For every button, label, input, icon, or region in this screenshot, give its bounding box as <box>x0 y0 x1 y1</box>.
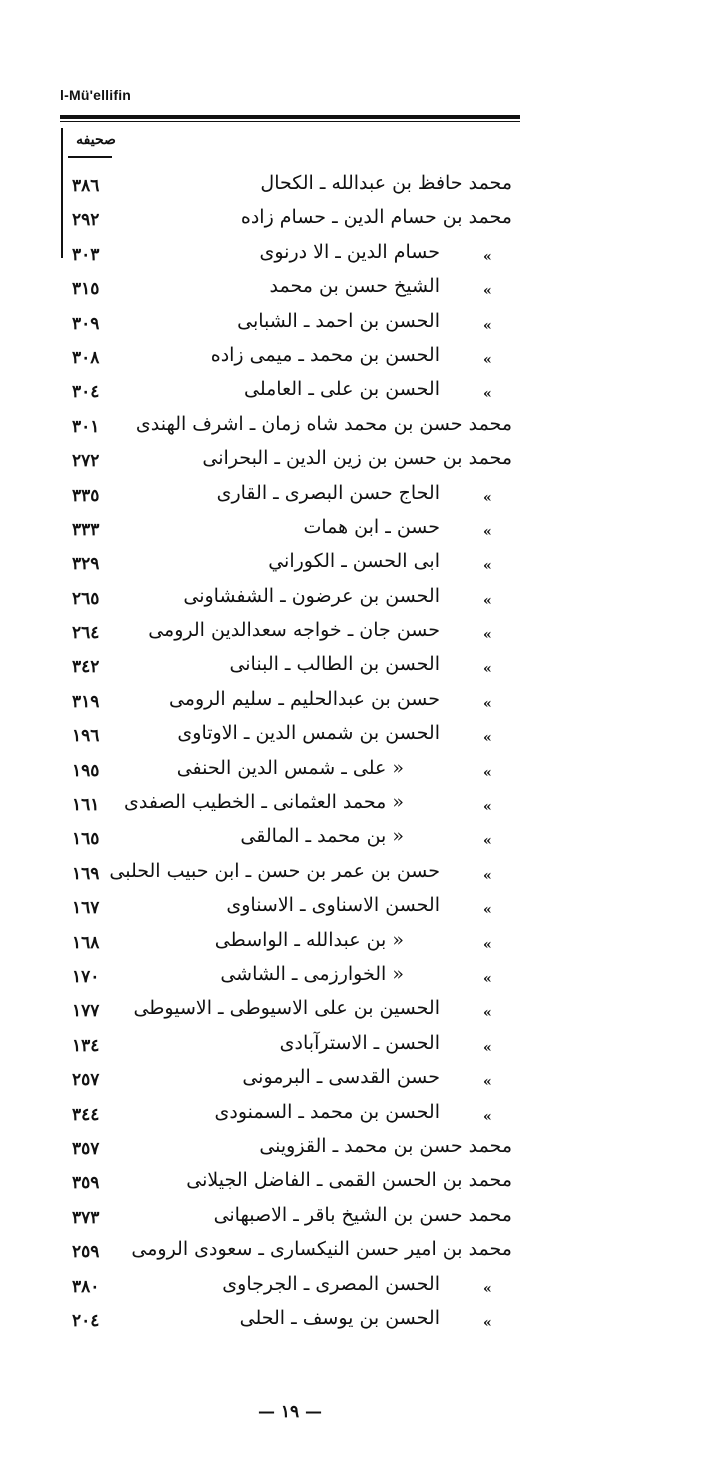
index-row <box>0 413 703 447</box>
ditto-mark: « <box>483 1074 492 1091</box>
ditto-mark: « <box>483 799 492 816</box>
entry-page-number: ١٦٥ <box>72 829 100 850</box>
index-row <box>0 1169 703 1203</box>
ditto-mark: « <box>483 627 492 644</box>
entry-page-number: ٢٧٢ <box>72 451 100 472</box>
entry-text: محمد بن امير حسن النيكسارى ـ سعودى الرومى <box>131 1238 512 1261</box>
entry-text: الحسن بن شمس الدين ـ الاوتاوى <box>177 722 440 745</box>
entry-page-number: ١٦٩ <box>72 863 100 884</box>
entry-text: محمد بن الحسن القمى ـ الفاضل الجيلانى <box>186 1169 512 1192</box>
entry-text: « على ـ شمس الدين الحنفى <box>176 756 404 779</box>
entry-text: الحسن بن احمد ـ الشبابى <box>237 309 440 332</box>
ditto-mark: « <box>483 867 492 884</box>
entry-page-number: ١٧٠ <box>72 966 100 987</box>
entry-page-number: ٢٦٥ <box>72 588 100 609</box>
header-rule-thin <box>60 121 520 122</box>
ditto-mark: « <box>483 695 492 712</box>
entry-text: الحسن بن على ـ العاملى <box>243 378 440 401</box>
index-row <box>0 447 703 481</box>
entry-text: حسن بن عمر بن حسن ـ ابن حبيب الحلبى <box>109 859 440 882</box>
index-row <box>0 929 703 963</box>
entry-page-number: ٢٠٤ <box>72 1310 100 1331</box>
index-row <box>0 997 703 1031</box>
ditto-mark: « <box>483 592 492 609</box>
entry-text: الحسن المصرى ـ الجرجاوى <box>222 1272 440 1295</box>
index-row <box>0 516 703 550</box>
entry-page-number: ٢٥٧ <box>72 1070 100 1091</box>
entry-text: « الخوارزمى ـ الشاشى <box>220 962 404 985</box>
index-row <box>0 275 703 309</box>
entry-page-number: ٣٠٣ <box>72 244 100 265</box>
entry-text: الحاج حسن البصرى ـ القارى <box>216 481 440 504</box>
index-row <box>0 1066 703 1100</box>
entry-page-number: ٣١٥ <box>72 279 100 300</box>
entry-text: « بن محمد ـ المالقى <box>240 825 404 848</box>
entry-page-number: ٢٥٩ <box>72 1242 100 1263</box>
index-row <box>0 310 703 344</box>
entry-text: الحسن بن الطالب ـ البنانى <box>229 653 440 676</box>
ditto-mark: « <box>483 317 492 334</box>
header-rule-thick <box>60 115 520 119</box>
index-row <box>0 619 703 653</box>
index-list <box>0 172 703 1341</box>
index-row <box>0 1101 703 1135</box>
entry-page-number: ١٣٤ <box>72 1035 100 1056</box>
entry-page-number: ٣٨٠ <box>72 1276 100 1297</box>
entry-page-number: ١٧٧ <box>72 1001 100 1022</box>
entry-text: الحسن بن محمد ـ السمنودى <box>214 1100 440 1123</box>
entry-page-number: ٣٥٩ <box>72 1173 100 1194</box>
ditto-mark: « <box>483 386 492 403</box>
ditto-mark: « <box>483 283 492 300</box>
ditto-mark: « <box>483 351 492 368</box>
entry-text: محمد حافظ بن عبدالله ـ الكحال <box>260 172 512 194</box>
entry-text: حسن بن عبدالحليم ـ سليم الرومى <box>168 687 440 710</box>
index-row <box>0 241 703 275</box>
ditto-mark: « <box>483 902 492 919</box>
entry-text: الحسن بن عرضون ـ الشفشاونى <box>183 584 440 607</box>
index-row <box>0 172 703 206</box>
entry-page-number: ٢٩٢ <box>72 210 100 231</box>
ditto-mark: « <box>483 1314 492 1331</box>
entry-text: محمد بن حسام الدين ـ حسام زاده <box>240 206 512 229</box>
index-row <box>0 1204 703 1238</box>
entry-page-number: ٣٣٥ <box>72 485 100 506</box>
entry-text: الحسن بن محمد ـ ميمى زاده <box>210 343 440 366</box>
index-row <box>0 1032 703 1066</box>
index-row <box>0 825 703 859</box>
index-row <box>0 1238 703 1272</box>
index-row <box>0 1273 703 1307</box>
ditto-mark: « <box>483 833 492 850</box>
index-row <box>0 550 703 584</box>
entry-page-number: ٣٧٣ <box>72 1207 100 1228</box>
page-header-title: l-Mü'ellifin <box>60 87 132 103</box>
ditto-mark: « <box>483 1005 492 1022</box>
index-row <box>0 688 703 722</box>
entry-page-number: ١٦٧ <box>72 898 100 919</box>
index-row <box>0 653 703 687</box>
entry-text: ابى الحسن ـ الكوراني <box>268 550 440 573</box>
entry-page-number: ١٩٥ <box>72 760 100 781</box>
entry-text: الحسين بن على الاسيوطى ـ الاسيوطى <box>133 997 440 1020</box>
entry-text: محمد حسن بن محمد ـ القزوينى <box>259 1134 512 1157</box>
index-row <box>0 1307 703 1341</box>
entry-page-number: ٣٤٢ <box>72 657 100 678</box>
index-row <box>0 585 703 619</box>
entry-page-number: ١٩٦ <box>72 726 100 747</box>
index-row <box>0 378 703 412</box>
index-row <box>0 757 703 791</box>
ditto-mark: « <box>483 1280 492 1297</box>
entry-page-number: ٣١٩ <box>72 691 100 712</box>
entry-page-number: ١٦١ <box>72 795 100 816</box>
entry-text: الشيخ حسن بن محمد <box>269 275 440 298</box>
ditto-mark: « <box>483 489 492 506</box>
ditto-mark: « <box>483 661 492 678</box>
entry-text: حسام الدين ـ الا درنوى <box>259 240 440 263</box>
entry-text: محمد حسن بن الشيخ باقر ـ الاصبهانى <box>213 1203 512 1226</box>
entry-text: « بن عبدالله ـ الواسطى <box>214 928 404 951</box>
entry-text: الحسن بن يوسف ـ الحلى <box>239 1306 440 1329</box>
entry-text: الحسن الاسناوى ـ الاسناوى <box>226 894 440 917</box>
ditto-mark: « <box>483 730 492 747</box>
ditto-mark: « <box>483 1108 492 1125</box>
entry-text: حسن ـ ابن همات <box>303 515 440 538</box>
ditto-mark: « <box>483 248 492 265</box>
index-row <box>0 722 703 756</box>
entry-text: الحسن ـ الاسترآبادى <box>279 1031 440 1054</box>
ditto-mark: « <box>483 764 492 781</box>
entry-page-number: ٣٠٨ <box>72 347 100 368</box>
page-column-label: صحيفه <box>76 132 116 148</box>
entry-page-number: ٣٠٩ <box>72 313 100 334</box>
entry-page-number: ٣٨٦ <box>72 176 100 196</box>
ditto-mark: « <box>483 1039 492 1056</box>
entry-page-number: ٣٠١ <box>72 416 100 437</box>
entry-text: حسن جان ـ خواجه سعدالدين الرومى <box>148 619 440 642</box>
entry-page-number: ٣٢٩ <box>72 554 100 575</box>
index-row <box>0 963 703 997</box>
index-row <box>0 1135 703 1169</box>
entry-text: محمد بن حسن بن زين الدين ـ البحرانى <box>202 447 512 470</box>
entry-text: حسن القدسى ـ البرمونى <box>242 1066 440 1089</box>
entry-page-number: ٣٤٤ <box>72 1104 100 1125</box>
ditto-mark: « <box>483 523 492 540</box>
index-row <box>0 860 703 894</box>
footer-page-number: — ١٩ — <box>257 1402 323 1422</box>
entry-text: « محمد العثمانى ـ الخطيب الصفدى <box>124 791 404 814</box>
entry-page-number: ٢٦٤ <box>72 623 100 644</box>
entry-page-number: ٣٣٣ <box>72 519 100 540</box>
ditto-mark: « <box>483 970 492 987</box>
index-row <box>0 791 703 825</box>
index-row <box>0 344 703 378</box>
index-row <box>0 482 703 516</box>
ditto-mark: « <box>483 558 492 575</box>
index-row <box>0 894 703 928</box>
ditto-mark: « <box>483 936 492 953</box>
entry-text: محمد حسن بن محمد شاه زمان ـ اشرف الهندى <box>135 412 512 435</box>
entry-page-number: ٣٥٧ <box>72 1138 100 1159</box>
entry-page-number: ٣٠٤ <box>72 382 100 403</box>
index-row <box>0 206 703 240</box>
column-label-underline <box>68 156 112 158</box>
entry-page-number: ١٦٨ <box>72 932 100 953</box>
